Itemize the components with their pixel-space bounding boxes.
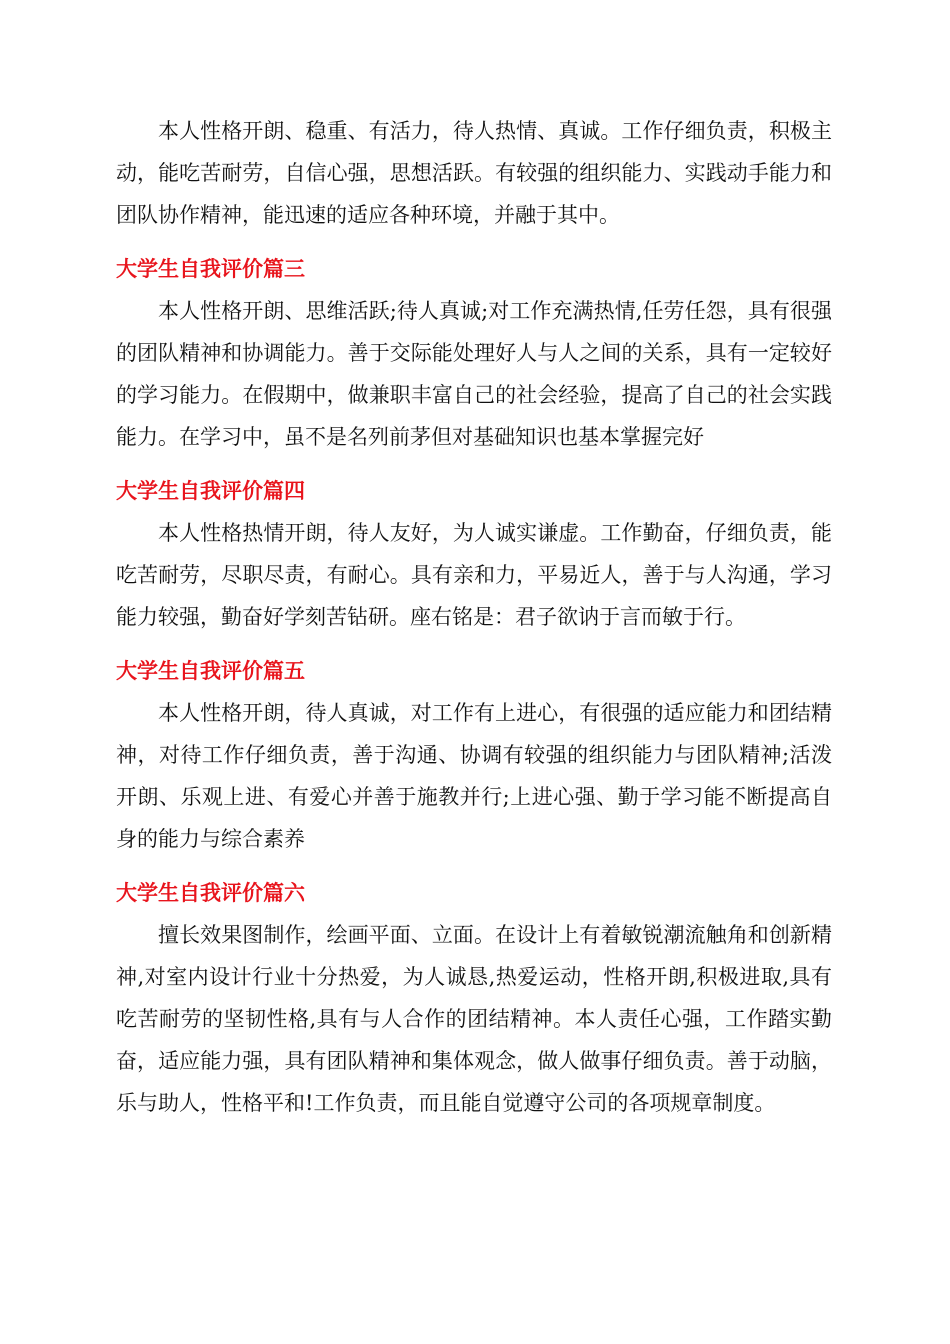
section-paragraph-3: 本人性格开朗、思维活跃;待人真诚;对工作充满热情,任劳任怨，具有很强的团队精神和协调能力。善于交际能处理好人与人之间的关系，具有一定较好的学习能力。在假期中，做兼职丰富自己的社会经验，提高了自己的社会实践能力。在学习中，虽不是名列前茅但对基础知识也基本掌握完好 [116,299,832,449]
section-paragraph-4: 本人性格热情开朗，待人友好，为人诚实谦虚。工作勤奋，仔细负责，能吃苦耐劳，尽职尽责，有耐心。具有亲和力，平易近人，善于与人沟通，学习能力较强，勤奋好学刻苦钻研。座右铭是：君子欲讷于言而敏于行。 [116,521,832,629]
section-heading-3: 大学生自我评价篇三 [116,257,305,281]
section-heading-4: 大学生自我评价篇四 [116,479,305,503]
section-paragraph-6: 擅长效果图制作，绘画平面、立面。在设计上有着敏锐潮流触角和创新精神,对室内设计行业十分热爱，为人诚恳,热爱运动，性格开朗,积极进取,具有吃苦耐劳的坚韧性格,具有与人合作的团结精神。本人责任心强，工作踏实勤奋，适应能力强，具有团队精神和集体观念，做人做事仔细负责。善于动脑，乐与助人，性格平和!工作负责，而且能自觉遵守公司的各项规章制度。 [116,923,832,1115]
document-page [116,110,832,1124]
intro-paragraph: 本人性格开朗、稳重、有活力，待人热情、真诚。工作仔细负责，积极主动，能吃苦耐劳，自信心强，思想活跃。有较强的组织能力、实践动手能力和团队协作精神，能迅速的适应各种环境，并融于其中。 [116,119,832,227]
section-paragraph-5: 本人性格开朗，待人真诚，对工作有上进心，有很强的适应能力和团结精神，对待工作仔细负责，善于沟通、协调有较强的组织能力与团队精神;活泼开朗、乐观上进、有爱心并善于施教并行;上进心强、勤于学习能不断提高自身的能力与综合素养 [116,701,832,851]
section-heading-5: 大学生自我评价篇五 [116,659,305,683]
section-heading-6: 大学生自我评价篇六 [116,881,305,905]
